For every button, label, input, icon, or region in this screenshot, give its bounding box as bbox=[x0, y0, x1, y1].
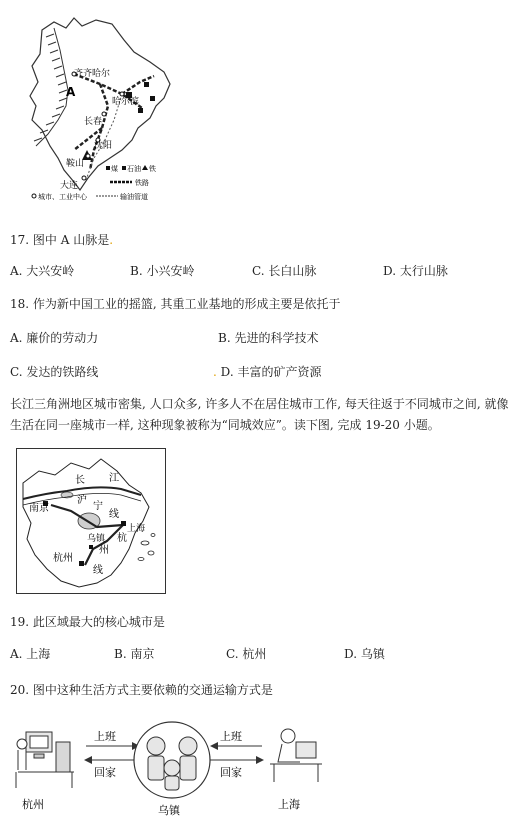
svg-text:长: 长 bbox=[75, 475, 85, 486]
q18-option-a[interactable]: A. 廉价的劳动力 bbox=[10, 331, 99, 345]
q17-option-a[interactable]: A. 大兴安岭 bbox=[10, 264, 75, 278]
q19-stem: 19. 此区域最大的核心城市是 bbox=[10, 615, 165, 629]
svg-text:煤: 煤 bbox=[111, 165, 118, 173]
q18-option-b[interactable]: B. 先进的科学技术 bbox=[218, 331, 319, 345]
q19-option-a[interactable]: A. 上海 bbox=[10, 647, 51, 661]
svg-text:沪: 沪 bbox=[77, 495, 87, 506]
city-label: 长春 bbox=[84, 117, 103, 127]
svg-text:线: 线 bbox=[109, 509, 119, 520]
q18-stem: 18. 作为新中国工业的摇篮, 其重工业基地的形成主要是依托于 bbox=[10, 297, 341, 311]
svg-text:杭州: 杭州 bbox=[53, 553, 73, 564]
coal-symbol bbox=[150, 96, 155, 101]
svg-text:城市、工业中心: 城市、工业中心 bbox=[38, 193, 87, 201]
go-home-label: 回家 bbox=[220, 766, 242, 779]
q17-option-b[interactable]: B. 小兴安岭 bbox=[130, 264, 195, 278]
q19-option-b[interactable]: B. 南京 bbox=[114, 647, 155, 661]
city-label: 哈尔滨 bbox=[112, 97, 140, 107]
svg-text:杭: 杭 bbox=[117, 533, 127, 544]
city-label: 沈阳 bbox=[94, 141, 113, 151]
city-label-wuzhen: 乌镇 bbox=[158, 804, 180, 817]
yangtze-delta-map bbox=[16, 448, 166, 594]
city-label: 鞍山 bbox=[66, 159, 85, 169]
city-label: 大连 bbox=[60, 181, 79, 191]
mountain-range-a bbox=[34, 28, 68, 146]
coal-symbol bbox=[138, 108, 143, 113]
office-worker-icon bbox=[16, 732, 74, 788]
small-dot: . bbox=[109, 233, 114, 247]
svg-text:线: 线 bbox=[93, 565, 103, 576]
commute-illustration bbox=[12, 712, 328, 820]
city-label: 齐齐哈尔 bbox=[74, 69, 111, 79]
go-work-label: 上班 bbox=[220, 730, 242, 743]
label-a: A bbox=[66, 85, 76, 99]
q18-option-c[interactable]: C. 发达的铁路线 bbox=[10, 365, 99, 379]
svg-text:宁: 宁 bbox=[93, 501, 103, 512]
svg-text:铁路: 铁路 bbox=[135, 179, 149, 187]
svg-text:乌镇: 乌镇 bbox=[87, 534, 106, 544]
q19-option-c[interactable]: C. 杭州 bbox=[226, 647, 267, 661]
svg-text:上海: 上海 bbox=[127, 524, 146, 534]
q17-stem: 17. 图中 A 山脉是. bbox=[10, 233, 114, 247]
svg-text:江: 江 bbox=[109, 473, 119, 484]
islands bbox=[138, 534, 155, 561]
passage-text: 长江三角洲地区城市密集, 人口众多, 许多人不在居住城市工作, 每天往返于不同城市之间, 就像生活在同一座城市一样, 这种现象被称为“同城效应”。读下图, 完成 19-20 小题。 bbox=[10, 397, 509, 432]
q18-option-d[interactable]: . D. 丰富的矿产资源 bbox=[213, 365, 322, 379]
svg-text:输油管道: 输油管道 bbox=[120, 193, 148, 201]
q19-option-d[interactable]: D. 乌镇 bbox=[344, 647, 385, 661]
q17-option-d[interactable]: D. 太行山脉 bbox=[383, 264, 448, 278]
svg-text:石油: 石油 bbox=[127, 165, 141, 173]
city-label-shanghai: 上海 bbox=[278, 798, 300, 811]
coal-symbol bbox=[144, 82, 149, 87]
svg-text:南京: 南京 bbox=[29, 503, 49, 514]
q17-option-c[interactable]: C. 长白山脉 bbox=[252, 264, 317, 278]
small-dot: . bbox=[213, 365, 217, 379]
city-label-hangzhou: 杭州 bbox=[22, 798, 44, 811]
go-home-label: 回家 bbox=[94, 766, 116, 779]
svg-text:州: 州 bbox=[99, 545, 109, 556]
go-work-label: 上班 bbox=[94, 730, 116, 743]
northeast-china-map bbox=[14, 10, 194, 208]
q20-stem: 20. 图中这种生活方式主要依赖的交通运输方式是 bbox=[10, 683, 273, 697]
map-legend bbox=[32, 164, 156, 201]
office-worker-icon bbox=[270, 729, 322, 782]
svg-text:铁: 铁 bbox=[149, 165, 156, 173]
